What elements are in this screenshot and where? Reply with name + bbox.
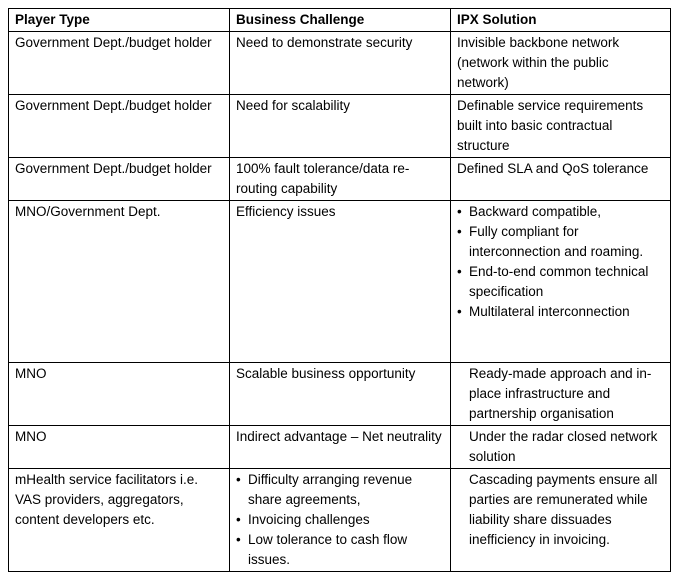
solution-bullet-list xyxy=(457,202,664,322)
bullet-item: • Difficulty arranging revenue share agreements, xyxy=(236,470,444,510)
table-row xyxy=(9,95,671,158)
cell-business-challenge: 100% fault tolerance/data re-routing capability xyxy=(230,158,451,201)
cell-player-type: MNO xyxy=(9,426,230,469)
header-row xyxy=(9,9,671,32)
table-row xyxy=(9,469,671,572)
bullet-item: • Backward compatible, xyxy=(457,202,664,222)
cell-business-challenge: Indirect advantage – Net neutrality xyxy=(230,426,451,469)
bullet-item: • Low tolerance to cash flow issues. xyxy=(236,530,444,570)
cell-ipx-solution xyxy=(451,469,671,572)
table-row xyxy=(9,201,671,363)
solution-text: Under the radar closed network solution xyxy=(469,429,658,464)
bullet-item: • Invoicing challenges xyxy=(236,510,444,530)
ipx-table xyxy=(8,8,671,572)
table-row xyxy=(9,426,671,469)
cell-ipx-solution xyxy=(451,426,671,469)
header-player-type: Player Type xyxy=(9,9,230,32)
cell-player-type: Government Dept./budget holder xyxy=(9,95,230,158)
cell-player-type: mHealth service facilitators i.e. VAS providers, aggregators, content developers etc. xyxy=(9,469,230,572)
cell-ipx-solution: Defined SLA and QoS tolerance xyxy=(451,158,671,201)
table-row xyxy=(9,158,671,201)
solution-text: Ready-made approach and in-place infrastructure and partnership organisation xyxy=(469,366,652,421)
cell-player-type: Government Dept./budget holder xyxy=(9,32,230,95)
cell-ipx-solution: Invisible backbone network (network within the public network) xyxy=(451,32,671,95)
cell-business-challenge: Need to demonstrate security xyxy=(230,32,451,95)
bullet-item: • End-to-end common technical specification xyxy=(457,262,664,302)
cell-business-challenge: Scalable business opportunity xyxy=(230,363,451,426)
cell-business-challenge: Need for scalability xyxy=(230,95,451,158)
cell-player-type: MNO/Government Dept. xyxy=(9,201,230,363)
table-row xyxy=(9,32,671,95)
bullet-item: • Fully compliant for interconnection and roaming. xyxy=(457,222,664,262)
table-row xyxy=(9,363,671,426)
challenge-bullet-list xyxy=(236,470,444,570)
solution-text: Cascading payments ensure all parties are remunerated while liability share dissuades inefficiency in invoicing. xyxy=(469,472,658,547)
header-business-challenge: Business Challenge xyxy=(230,9,451,32)
cell-business-challenge: Efficiency issues xyxy=(230,201,451,363)
cell-ipx-solution xyxy=(451,201,671,363)
cell-player-type: Government Dept./budget holder xyxy=(9,158,230,201)
header-ipx-solution: IPX Solution xyxy=(451,9,671,32)
cell-ipx-solution: Definable service requirements built into basic contractual structure xyxy=(451,95,671,158)
cell-player-type: MNO xyxy=(9,363,230,426)
cell-business-challenge xyxy=(230,469,451,572)
bullet-item: • Multilateral interconnection xyxy=(457,302,664,322)
cell-ipx-solution xyxy=(451,363,671,426)
